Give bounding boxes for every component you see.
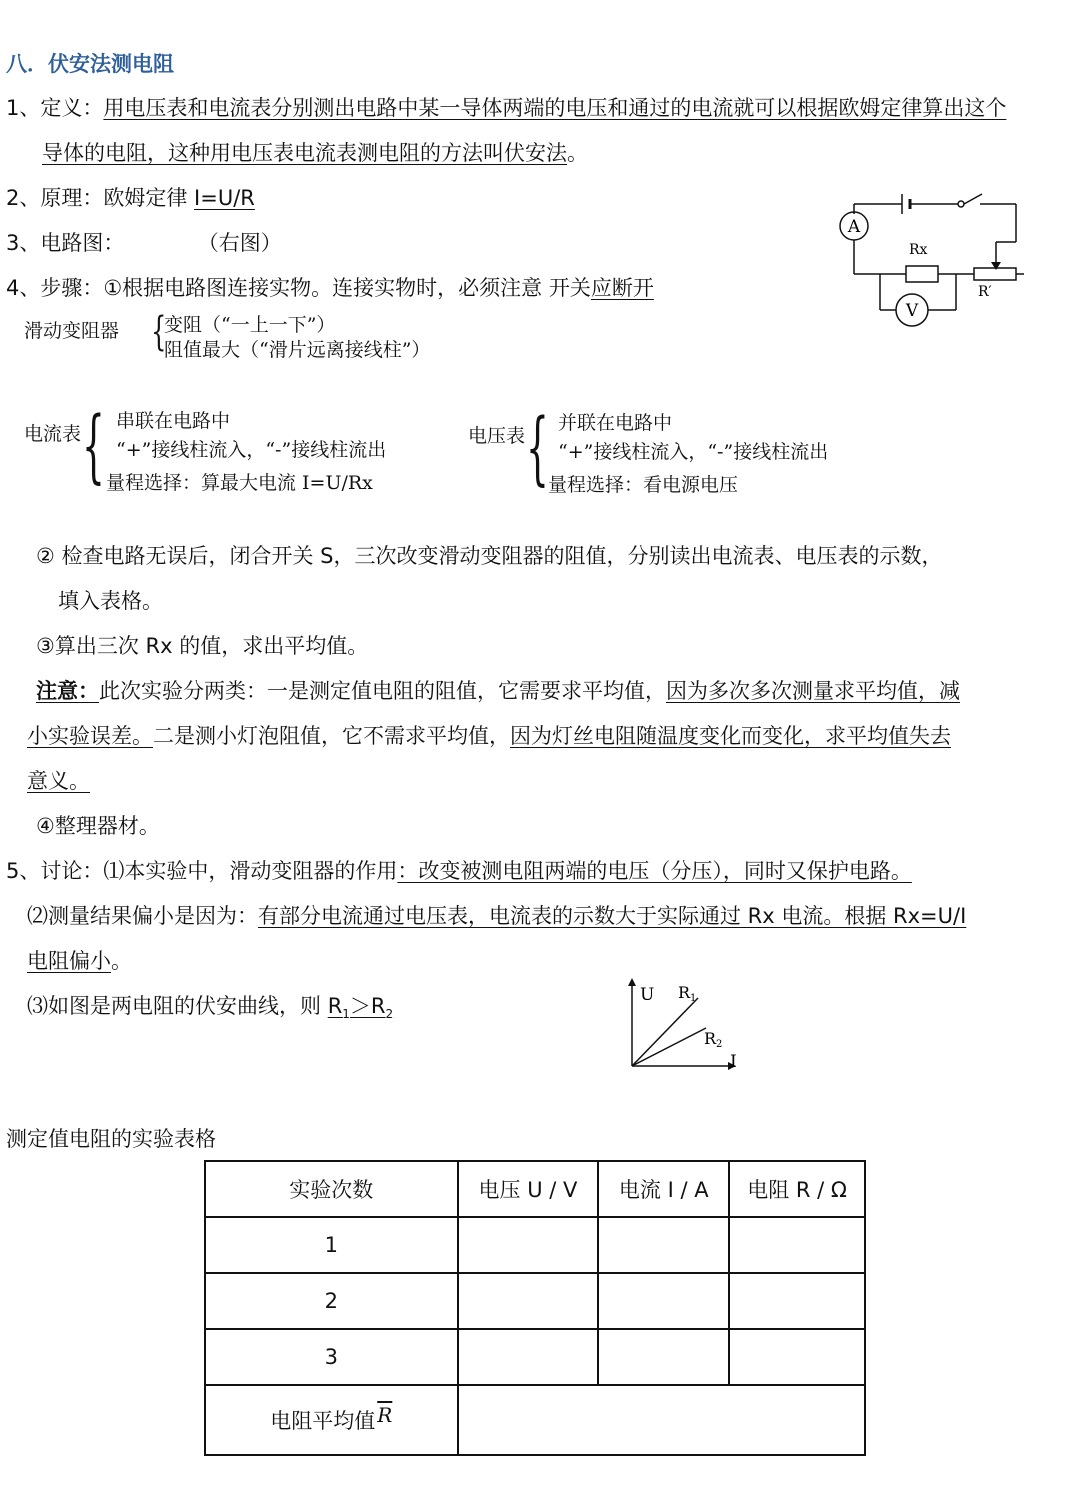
discussion-line-1 bbox=[6, 856, 912, 886]
note-reason-1: 因为多次多次测量求平均值，减 bbox=[666, 679, 960, 703]
rheostat-label: 滑动变阻器 bbox=[24, 320, 120, 342]
avg-label: 电阻平均值 bbox=[270, 1409, 376, 1433]
discussion-label: 5、讨论：⑴本实验中，滑动变阻器的作用 bbox=[6, 859, 398, 883]
table-cell[interactable] bbox=[598, 1273, 729, 1329]
table-row bbox=[205, 1273, 865, 1329]
table-cell[interactable] bbox=[598, 1217, 729, 1273]
note-text-2: 二是测小灯泡阻值，它不需求平均值， bbox=[153, 724, 510, 748]
steps-emph: 应断开 bbox=[590, 276, 654, 300]
table-caption: 测定值电阻的实验表格 bbox=[6, 1127, 216, 1151]
step2-line-2: 填入表格。 bbox=[58, 589, 163, 613]
rheostat-item-2: 阻值最大（“滑片远离接线柱”） bbox=[164, 339, 431, 361]
discussion-answer-1: ：改变被测电阻两端的电压（分压），同时又保护电路。 bbox=[397, 859, 912, 883]
principle-line bbox=[6, 183, 255, 213]
circuit-line bbox=[6, 228, 282, 258]
ammeter-brace-icon: { bbox=[82, 399, 105, 492]
discussion-line-2 bbox=[27, 901, 966, 931]
rheostat-brace-icon: { bbox=[151, 309, 167, 355]
principle-label: 2、原理：欧姆定律 bbox=[6, 186, 195, 210]
discussion-answer-2-end: 。 bbox=[111, 949, 132, 973]
section-title: 八．伏安法测电阻 bbox=[6, 52, 174, 76]
table-avg-cell[interactable] bbox=[458, 1385, 865, 1455]
table-header: 电阻 R / Ω bbox=[729, 1161, 865, 1217]
step3-line: ③算出三次 Rx 的值，求出平均值。 bbox=[36, 634, 369, 658]
ammeter-item-2: “+”接线柱流入，“-”接线柱流出 bbox=[116, 439, 387, 461]
table-header: 电流 I / A bbox=[598, 1161, 729, 1217]
rx-label: Rx bbox=[909, 242, 928, 258]
graph-line1-label: R1 bbox=[678, 983, 697, 1004]
voltmeter-brace-icon: { bbox=[526, 401, 549, 494]
steps-label: 4、步骤：①根据电路图连接实物。连接实物时，必须注意 开关 bbox=[6, 276, 591, 300]
definition-line-2 bbox=[42, 138, 588, 168]
discussion-answer-2b: 电阻偏小 bbox=[27, 949, 111, 973]
note-label: 注意： bbox=[36, 679, 99, 703]
step4-line: ④整理器材。 bbox=[36, 814, 160, 838]
step2-line-1: ② 检查电路无误后，闭合开关 S，三次改变滑动变阻器的阻值，分别读出电流表、电压表的示数， bbox=[36, 544, 943, 568]
table-header: 实验次数 bbox=[205, 1161, 458, 1217]
table-cell[interactable] bbox=[729, 1273, 865, 1329]
table-cell[interactable] bbox=[729, 1217, 865, 1273]
circuit-label: 3、电路图： bbox=[6, 231, 125, 255]
table-cell-trial: 2 bbox=[205, 1273, 458, 1329]
table-row bbox=[205, 1329, 865, 1385]
ammeter-item-1: 串联在电路中 bbox=[116, 410, 231, 432]
discussion-q2: ⑵测量结果偏小是因为： bbox=[27, 904, 258, 928]
note-reason-1b: 小实验误差。 bbox=[27, 724, 153, 748]
voltmeter-item-1: 并联在电路中 bbox=[558, 412, 673, 434]
table-avg-row bbox=[205, 1385, 865, 1455]
discussion-answer-3: $R_1>R_2$ bbox=[327, 994, 394, 1022]
note-reason-2b: 意义。 bbox=[27, 769, 90, 793]
discussion-line-3 bbox=[27, 946, 132, 976]
discussion-line-4 bbox=[27, 991, 393, 1029]
table-cell-trial: 3 bbox=[205, 1329, 458, 1385]
note-line-2 bbox=[27, 721, 951, 751]
definition-text-2: 导体的电阻，这种用电压表电流表测电阻的方法叫伏安法 bbox=[42, 141, 567, 165]
experiment-table bbox=[204, 1160, 866, 1456]
table-header-row bbox=[205, 1161, 865, 1217]
avg-symbol: $\overline{R}$ bbox=[377, 1403, 393, 1427]
table-cell-trial: 1 bbox=[205, 1217, 458, 1273]
discussion-q3: ⑶如图是两电阻的伏安曲线，则 bbox=[27, 994, 328, 1018]
table-cell[interactable] bbox=[458, 1329, 599, 1385]
definition-label: 1、定义： bbox=[6, 96, 104, 120]
ui-graph bbox=[620, 974, 750, 1078]
voltmeter-item-2: “+”接线柱流入，“-”接线柱流出 bbox=[558, 441, 829, 463]
ammeter-item-3: 量程选择：算最大电流 I=U/Rx bbox=[106, 472, 373, 494]
circuit-note: （右图） bbox=[197, 231, 282, 255]
steps-line bbox=[6, 273, 654, 303]
table-cell[interactable] bbox=[458, 1217, 599, 1273]
graph-x-label: I bbox=[730, 1052, 737, 1072]
rheostat-item-1: 变阻（“一上一下”） bbox=[164, 314, 336, 336]
definition-text-1: 用电压表和电流表分别测出电路中某一导体两端的电压和通过的电流就可以根据欧姆定律算出这个 bbox=[103, 96, 1007, 120]
principle-formula: I=U/R bbox=[194, 186, 255, 210]
ammeter-label: 电流表 bbox=[24, 423, 82, 445]
definition-end: 。 bbox=[567, 141, 588, 165]
table-header: 电压 U / V bbox=[458, 1161, 599, 1217]
discussion-answer-2a: 有部分电流通过电压表，电流表的示数大于实际通过 Rx 电流。根据 Rx=U/I bbox=[258, 904, 967, 928]
note-text-1: 此次实验分两类：一是测定值电阻的阻值，它需要求平均值， bbox=[99, 679, 666, 703]
table-cell[interactable] bbox=[458, 1273, 599, 1329]
table-cell[interactable] bbox=[598, 1329, 729, 1385]
table-row bbox=[205, 1217, 865, 1273]
table-avg-label-cell bbox=[205, 1385, 458, 1455]
voltmeter-symbol: V bbox=[905, 301, 919, 321]
voltmeter-item-3: 量程选择：看电源电压 bbox=[548, 474, 739, 496]
note-line-3 bbox=[27, 766, 90, 796]
note-line-1 bbox=[36, 676, 960, 706]
definition-line-1 bbox=[6, 93, 1006, 123]
voltmeter-label: 电压表 bbox=[468, 425, 526, 447]
circuit-diagram bbox=[830, 178, 1030, 328]
graph-y-label: U bbox=[640, 985, 655, 1005]
graph-line2-label: R2 bbox=[704, 1029, 723, 1050]
rheostat-label: R′ bbox=[978, 284, 992, 300]
note-reason-2: 因为灯丝电阻随温度变化而变化，求平均值失去 bbox=[510, 724, 951, 748]
ammeter-symbol: A bbox=[847, 217, 861, 237]
table-cell[interactable] bbox=[729, 1329, 865, 1385]
